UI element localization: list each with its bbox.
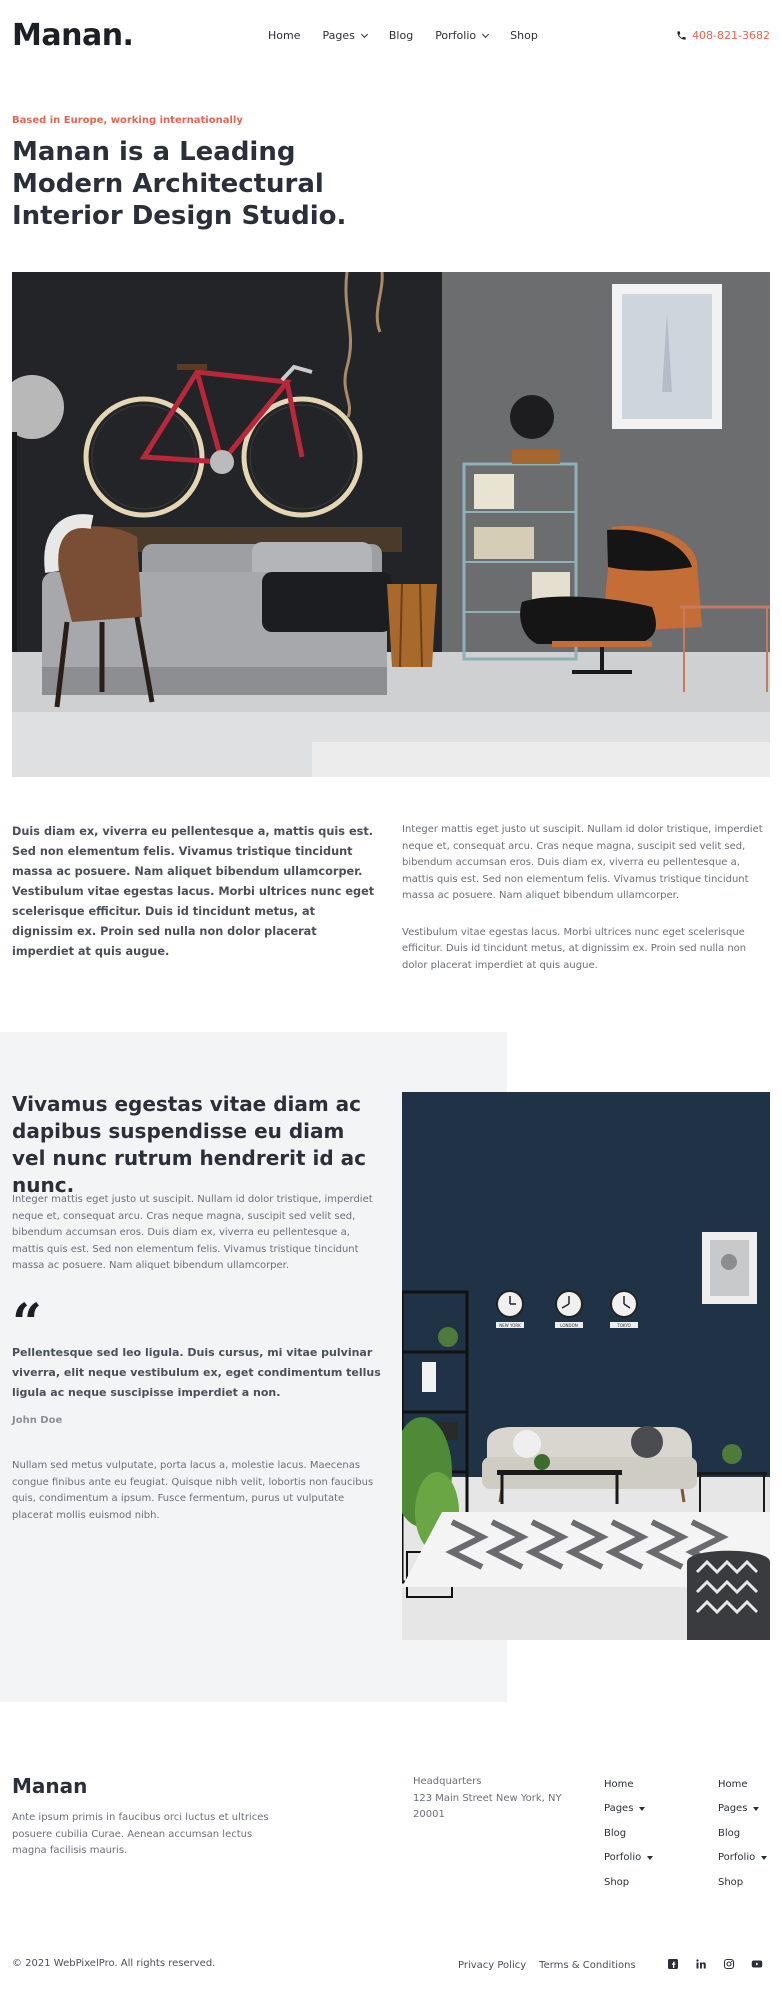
nav-item-label: Blog	[388, 29, 414, 42]
hq-address: 123 Main Street New York, NY 20001	[413, 1792, 562, 1820]
nav-item-label: Shop	[510, 29, 538, 42]
footer-link-home[interactable]	[604, 1772, 653, 1797]
footer-nav-col-2	[718, 1772, 767, 1895]
footer-link-label: Blog	[604, 1827, 627, 1839]
footer-link-pages[interactable]	[718, 1797, 767, 1822]
chevron-down-icon	[361, 30, 368, 37]
clock-label: TOKYO	[617, 1323, 631, 1328]
phone-number: 408-821-3682	[692, 29, 770, 42]
hq-label: Headquarters	[413, 1776, 482, 1787]
clock-label: NEW YORK	[499, 1323, 521, 1328]
footer-link-label: Porfolio	[718, 1852, 756, 1864]
nav-item-portfolio[interactable]	[435, 29, 488, 42]
phone-link[interactable]	[676, 29, 770, 42]
footer-link-portfolio[interactable]	[604, 1846, 653, 1871]
footer-link-label: Pages	[718, 1803, 748, 1815]
footer-link-blog[interactable]	[718, 1821, 767, 1846]
footer-description: Ante ipsum primis in faucibus orci luctus et ultrices posuere cubilia Curae. Aenean accumsan lectus magna facilisis mauris.	[12, 1812, 269, 1856]
footer-link-label: Shop	[718, 1876, 744, 1888]
caret-down-icon	[647, 1856, 653, 1860]
hero-eyebrow: Based in Europe, working internationally	[12, 115, 243, 126]
caret-down-icon	[639, 1807, 645, 1811]
nav-item-shop[interactable]	[510, 29, 538, 42]
caret-down-icon	[753, 1807, 759, 1811]
intro-paragraph: Vestibulum vitae egestas lacus. Morbi ultrices nunc eget scelerisque efficitur. Duis id tincidunt metus, at dignissim ex. Proin sed nulla non dolor placerat imperdiet at quis augue.	[402, 926, 747, 971]
testimonial-author: John Doe	[12, 1415, 63, 1426]
feature-title: Vivamus egestas vitae diam ac dapibus suspendisse eu diam vel nunc rutrum hendrerit id ac nunc.	[12, 1092, 367, 1197]
hero-image	[12, 272, 770, 777]
main-nav	[268, 29, 538, 42]
feature-text: Integer mattis eget justo ut suscipit. Nullam id dolor tristique, imperdiet neque et, consequat arcu. Cras neque magna, suscipit sed velit sed, bibendum accumsan eros. Duis diam ex, viverra eu pellentesque a, mattis quis est. Sed non elementum felis. Vivamus tristique tincidunt massa ac posuere. Nam aliquet bibendum ullamcorper.	[12, 1194, 373, 1271]
quote-icon: “	[12, 1293, 42, 1354]
testimonial-quote: Pellentesque sed leo ligula. Duis cursus, mi vitae pulvinar viverra, elit neque vestibulum ex, eget condimentum tellus ligula ac neque suscipisse imperdiet a non.	[12, 1346, 381, 1399]
footer-link-label: Home	[604, 1778, 634, 1790]
bedroom-illustration	[12, 272, 770, 777]
footer-link-portfolio[interactable]	[718, 1846, 767, 1871]
feature-text-secondary: Nullam sed metus vulputate, porta lacus a, molestie lacus. Maecenas congue finibus ante eu feugiat. Quisque nibh velit, lobortis non faucibus quis, condimentum a ipsum. Fusce fermentum, purus ut vulputate placerat mollis euismod nibh.	[12, 1460, 374, 1521]
footer-address	[413, 1774, 563, 1824]
phone-icon	[676, 30, 687, 41]
footer-link-label: Shop	[604, 1876, 630, 1888]
nav-item-blog[interactable]	[389, 29, 413, 42]
copyright: © 2021 WebPixelPro. All rights reserved.	[12, 1958, 216, 1969]
footer-link-shop[interactable]	[718, 1870, 767, 1895]
instagram-icon[interactable]	[723, 1958, 735, 1970]
footer-link-home[interactable]	[718, 1772, 767, 1797]
nav-item-pages[interactable]	[322, 29, 366, 42]
caret-down-icon	[761, 1856, 767, 1860]
intro-lead-text: Duis diam ex, viverra eu pellentesque a, mattis quis est. Sed non elementum felis. Vivamus tristique tincidunt massa ac posuere. Nam aliquet bibendum ullamcorper. Vestibulum vitae egestas lacus. Morbi ultrices nunc eget scelerisque efficitur. Duis id tincidunt metus, at dignissim ex. Proin sed nulla non dolor placerat imperdiet at quis augue.	[12, 825, 375, 958]
nav-item-label: Pages	[322, 29, 355, 42]
terms-link[interactable]: Terms & Conditions	[539, 1960, 636, 1971]
site-logo[interactable]: Manan.	[12, 18, 134, 53]
clock-label: LONDON	[560, 1323, 578, 1328]
youtube-icon[interactable]	[751, 1958, 763, 1970]
footer-link-pages[interactable]	[604, 1797, 653, 1822]
intro-body	[402, 822, 770, 974]
footer-link-label: Porfolio	[604, 1852, 642, 1864]
social-links	[667, 1958, 763, 1970]
linkedin-icon[interactable]	[695, 1958, 707, 1970]
nav-item-label: Home	[268, 29, 301, 42]
nav-item-label: Porfolio	[435, 29, 477, 42]
site-header	[0, 0, 782, 72]
legal-links	[458, 1960, 636, 1971]
footer-link-label: Blog	[718, 1827, 741, 1839]
hero-title: Manan is a Leading Modern Architectural Interior Design Studio.	[12, 137, 347, 231]
nav-item-home[interactable]	[268, 29, 300, 42]
footer-brand: Manan	[12, 1774, 88, 1798]
privacy-policy-link[interactable]: Privacy Policy	[458, 1960, 527, 1971]
footer-link-label: Home	[718, 1778, 748, 1790]
footer-link-label: Pages	[604, 1803, 634, 1815]
intro-paragraph: Integer mattis eget justo ut suscipit. Nullam id dolor tristique, imperdiet neque et, consequat arcu. Cras neque magna, suscipit sed velit sed, bibendum accumsan eros. Duis diam ex, viverra eu pellentesque a, mattis quis est. Sed non elementum felis. Vivamus tristique tincidunt massa ac posuere. Nam aliquet bibendum ullamcorper.	[402, 824, 763, 901]
chevron-down-icon	[482, 30, 489, 37]
footer-link-shop[interactable]	[604, 1870, 653, 1895]
footer-nav-col-1	[604, 1772, 653, 1895]
living-room-illustration	[402, 1092, 770, 1640]
living-room-image	[402, 1092, 770, 1640]
facebook-icon[interactable]	[667, 1958, 679, 1970]
footer-link-blog[interactable]	[604, 1821, 653, 1846]
